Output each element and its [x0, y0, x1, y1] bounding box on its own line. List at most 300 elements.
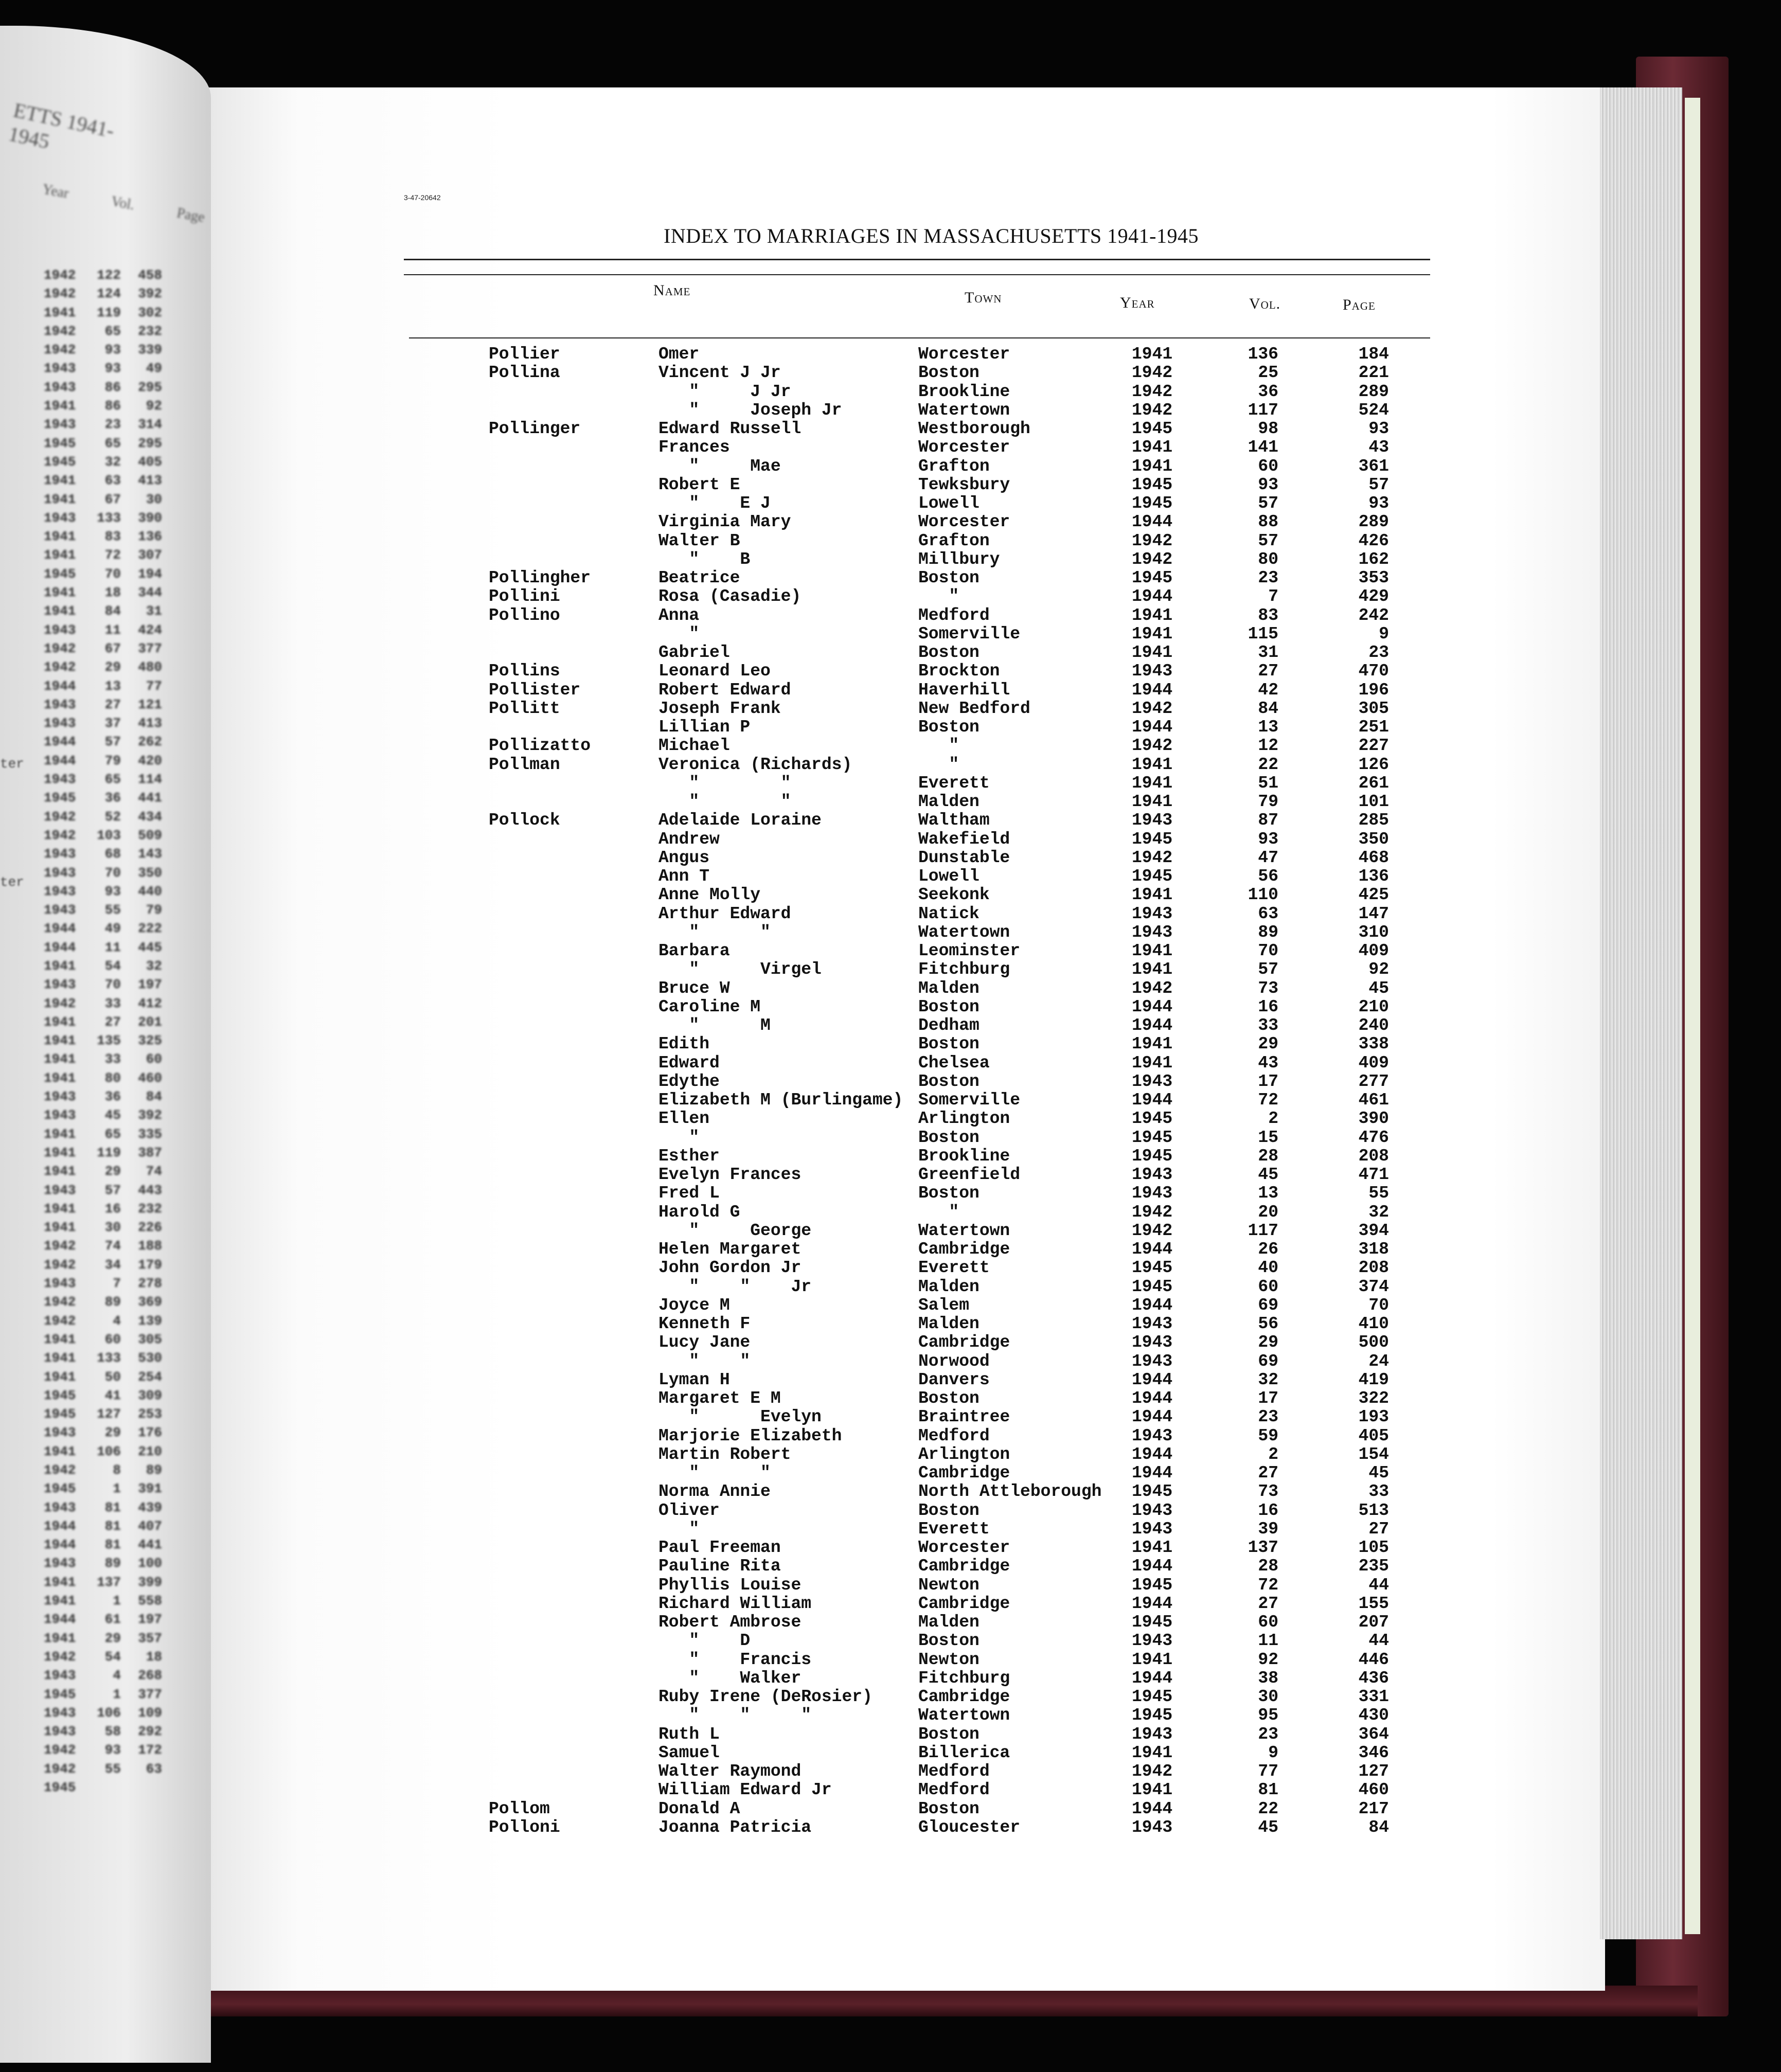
left-row-vol: 37: [104, 716, 121, 731]
entry-page: 45: [1368, 1463, 1389, 1482]
left-row-page: 509: [138, 827, 162, 843]
index-entry: [0, 811, 1543, 829]
entry-surname: Pollman: [489, 755, 560, 774]
left-row-page: 176: [138, 1425, 162, 1441]
entry-year: 1942: [1132, 1202, 1173, 1222]
entry-volume: 39: [1258, 1519, 1278, 1539]
index-entry: [0, 624, 1543, 643]
entry-town: Boston: [918, 1724, 979, 1744]
entry-page: 390: [1358, 1109, 1389, 1129]
entry-given-name: ": [658, 1519, 700, 1539]
entry-page: 513: [1358, 1501, 1389, 1520]
entry-page: 240: [1358, 1016, 1389, 1035]
index-entry: [0, 1091, 1543, 1109]
entry-volume: 36: [1258, 382, 1278, 401]
entry-town: ": [918, 755, 959, 774]
left-row-page: 63: [146, 1761, 162, 1777]
entry-volume: 136: [1248, 345, 1278, 364]
left-row-year: 1941: [44, 585, 76, 601]
index-entry: [0, 1557, 1543, 1575]
entry-year: 1942: [1132, 549, 1173, 569]
entry-given-name: Michael: [658, 736, 730, 756]
left-row-vol: 137: [97, 1574, 121, 1590]
entry-given-name: Fred L: [658, 1184, 720, 1203]
entry-given-name: Pauline Rita: [658, 1557, 781, 1576]
entry-page: 55: [1368, 1184, 1389, 1203]
left-row-page: 369: [138, 1294, 162, 1310]
left-row-page: 445: [138, 939, 162, 955]
entry-page: 405: [1358, 1426, 1389, 1445]
left-row-page: 84: [146, 1089, 162, 1105]
entry-town: Arlington: [918, 1109, 1010, 1129]
entry-year: 1945: [1132, 475, 1173, 494]
entry-volume: 31: [1258, 643, 1278, 662]
index-entry: [0, 1743, 1543, 1762]
entry-town: Greenfield: [918, 1165, 1021, 1184]
left-row-page: 377: [138, 1686, 162, 1702]
entry-year: 1941: [1132, 1053, 1173, 1073]
entry-page: 208: [1358, 1258, 1389, 1278]
index-entry: [0, 435, 1543, 457]
entry-town: Medford: [918, 605, 990, 625]
entry-given-name: " George: [658, 1221, 812, 1240]
left-row-page: 412: [138, 995, 162, 1011]
entry-surname: Pollina: [489, 363, 560, 383]
entry-volume: 23: [1258, 568, 1278, 587]
entry-volume: 29: [1258, 1333, 1278, 1352]
entry-town: Tewksbury: [918, 475, 1010, 494]
index-entry: [0, 960, 1543, 978]
entry-volume: 47: [1258, 848, 1278, 867]
entry-town: Worcester: [918, 512, 1010, 532]
left-row-page: 254: [138, 1369, 162, 1385]
column-header-town: Town: [965, 289, 1002, 306]
left-row-page: 420: [138, 753, 162, 769]
left-row-year: 1943: [44, 379, 76, 395]
left-row-vol: 122: [97, 267, 121, 283]
entry-given-name: Andrew: [658, 829, 720, 849]
index-entry: [0, 1407, 1543, 1426]
left-row-vol: 93: [104, 342, 121, 358]
index-entry: [0, 1277, 1543, 1296]
left-row-page: 222: [138, 921, 162, 937]
left-row-vol: 4: [113, 1313, 121, 1329]
entry-volume: 57: [1258, 494, 1278, 513]
entry-year: 1941: [1132, 773, 1173, 793]
entry-page: 242: [1358, 605, 1389, 625]
entry-page: 346: [1358, 1743, 1389, 1762]
left-row-page: 441: [138, 1537, 162, 1553]
entry-volume: 60: [1258, 1277, 1278, 1296]
entry-given-name: Vincent J Jr: [658, 363, 781, 383]
left-row-year: 1945: [44, 566, 76, 582]
entry-year: 1945: [1132, 1277, 1173, 1296]
left-row-year: 1942: [44, 1238, 76, 1254]
entry-year: 1945: [1132, 494, 1173, 513]
left-row-vol: 33: [104, 1051, 121, 1067]
left-row-year: 1942: [44, 342, 76, 358]
entry-page: 305: [1358, 699, 1389, 718]
left-row-vol: 57: [104, 734, 121, 750]
entry-volume: 25: [1258, 363, 1278, 383]
entry-page: 429: [1358, 587, 1389, 606]
entry-volume: 7: [1268, 587, 1278, 606]
entry-given-name: " D: [658, 1631, 751, 1651]
entry-year: 1943: [1132, 1724, 1173, 1744]
left-row-year: 1942: [44, 1257, 76, 1273]
left-row-year: 1942: [44, 1761, 76, 1777]
entry-town: Waltham: [918, 811, 990, 830]
index-entry: [0, 1072, 1543, 1091]
left-row-year: 1945: [44, 435, 76, 451]
entry-given-name: Joyce M: [658, 1295, 730, 1315]
entry-volume: 16: [1258, 1501, 1278, 1520]
left-row-page: 441: [138, 790, 162, 806]
left-row-page: 60: [146, 1051, 162, 1067]
entry-given-name: Oliver: [658, 1501, 720, 1520]
index-entry: [0, 1426, 1543, 1445]
left-row-year: 1942: [44, 1742, 76, 1758]
entry-year: 1943: [1132, 1071, 1173, 1091]
left-row-vol: 36: [104, 790, 121, 806]
index-entry: [0, 923, 1543, 941]
left-row-vol: 70: [104, 865, 121, 881]
entry-town: Malden: [918, 978, 979, 998]
entry-year: 1945: [1132, 1128, 1173, 1147]
left-row-year: 1944: [44, 1537, 76, 1553]
left-row-year: 1943: [44, 772, 76, 788]
entry-page: 277: [1358, 1071, 1389, 1091]
page-edge-light: [1685, 98, 1700, 1934]
entry-given-name: " ": [658, 922, 771, 942]
index-entry: [0, 1799, 1543, 1818]
entry-town: Malden: [918, 1613, 979, 1632]
left-row-page: 344: [138, 585, 162, 601]
entry-volume: 110: [1248, 885, 1278, 905]
entry-surname: Pollock: [489, 811, 560, 830]
entry-page: 409: [1358, 1053, 1389, 1073]
index-entry: [0, 1501, 1543, 1520]
left-row-year: 1945: [44, 454, 76, 470]
entry-year: 1943: [1132, 662, 1173, 681]
left-row-vol: 93: [104, 361, 121, 377]
left-row-vol: 68: [104, 846, 121, 862]
left-row-vol: 50: [104, 1369, 121, 1385]
index-entry: [0, 997, 1543, 1016]
left-row-year: 1942: [44, 286, 76, 302]
left-row-year: 1941: [44, 1369, 76, 1385]
entry-page: 184: [1358, 345, 1389, 364]
entry-year: 1944: [1132, 1295, 1173, 1315]
entry-year: 1941: [1132, 885, 1173, 905]
entry-year: 1943: [1132, 1817, 1173, 1837]
left-row-vol: 72: [104, 547, 121, 563]
entry-volume: 23: [1258, 1724, 1278, 1744]
left-row-year: 1943: [44, 1182, 76, 1198]
entry-year: 1941: [1132, 605, 1173, 625]
left-row-year: 1941: [44, 1574, 76, 1590]
entry-given-name: Lucy Jane: [658, 1333, 751, 1352]
entry-town: Boston: [918, 1071, 979, 1091]
left-row-vol: 34: [104, 1257, 121, 1273]
column-header-year: Year: [1120, 294, 1155, 311]
entry-given-name: Esther: [658, 1146, 720, 1166]
left-row-year: 1944: [44, 1518, 76, 1534]
left-row-year: 1941: [44, 305, 76, 320]
entry-town: Fitchburg: [918, 960, 1010, 979]
index-entry: [0, 1184, 1543, 1202]
entry-town: Watertown: [918, 400, 1010, 420]
left-row-page: 413: [138, 473, 162, 489]
left-row-vol: 27: [104, 696, 121, 712]
entry-volume: 13: [1258, 718, 1278, 737]
left-row-page: 179: [138, 1257, 162, 1273]
entry-volume: 9: [1268, 1743, 1278, 1762]
left-row-year: 1943: [44, 1089, 76, 1105]
entry-page: 476: [1358, 1128, 1389, 1147]
index-entry: [0, 941, 1543, 960]
left-row-page: 434: [138, 809, 162, 825]
left-row-vol: 65: [104, 323, 121, 339]
left-row-vol: 23: [104, 417, 121, 433]
entry-year: 1945: [1132, 1258, 1173, 1278]
left-row-page: 77: [146, 678, 162, 694]
left-row-year: 1943: [44, 510, 76, 526]
entry-page: 207: [1358, 1613, 1389, 1632]
entry-year: 1944: [1132, 997, 1173, 1016]
entry-given-name: Bruce W: [658, 978, 730, 998]
left-row-vol: 103: [97, 827, 121, 843]
entry-surname: Pollins: [489, 662, 560, 681]
entry-page: 45: [1368, 978, 1389, 998]
left-row-year: 1941: [44, 1220, 76, 1236]
entry-given-name: Omer: [658, 345, 700, 364]
entry-town: Boston: [918, 718, 979, 737]
left-row-vol: 133: [97, 1350, 121, 1366]
entry-town: Worcester: [918, 345, 1010, 364]
entry-given-name: Paul Freeman: [658, 1538, 781, 1557]
left-row-year: 1943: [44, 1425, 76, 1441]
left-row-year: 1943: [44, 696, 76, 712]
left-row-vol: 119: [97, 305, 121, 320]
left-row-year: 1941: [44, 1593, 76, 1609]
entry-volume: 16: [1258, 997, 1278, 1016]
left-row-page: 391: [138, 1481, 162, 1497]
left-row-vol: 106: [97, 1443, 121, 1459]
entry-given-name: Barbara: [658, 941, 730, 960]
left-row-page: 458: [138, 267, 162, 283]
left-row-page: 100: [138, 1556, 162, 1571]
index-entry: [0, 827, 1543, 849]
left-row-page: 172: [138, 1742, 162, 1758]
entry-volume: 45: [1258, 1165, 1278, 1184]
left-row-year: 1943: [44, 846, 76, 862]
entry-town: Dunstable: [918, 848, 1010, 867]
left-row-vol: 27: [104, 1014, 121, 1030]
left-row-vol: 65: [104, 772, 121, 788]
entry-year: 1943: [1132, 1631, 1173, 1651]
entry-town: Boston: [918, 643, 979, 662]
left-row-year: 1941: [44, 1201, 76, 1217]
entry-given-name: Gabriel: [658, 643, 730, 662]
index-entry: [0, 587, 1543, 605]
index-entry: [0, 1165, 1543, 1184]
entry-volume: 63: [1258, 904, 1278, 923]
left-row-vol: 61: [104, 1612, 121, 1628]
entry-town: Watertown: [918, 1706, 1010, 1725]
left-row-vol: 67: [104, 491, 121, 507]
entry-volume: 26: [1258, 1240, 1278, 1259]
entry-given-name: Edith: [658, 1034, 710, 1054]
entry-given-name: ": [658, 1128, 700, 1147]
entry-year: 1941: [1132, 438, 1173, 457]
entry-year: 1941: [1132, 643, 1173, 662]
entry-given-name: Marjorie Elizabeth: [658, 1426, 842, 1445]
entry-page: 350: [1358, 829, 1389, 849]
entry-year: 1944: [1132, 1668, 1173, 1688]
left-row-year: 1941: [44, 529, 76, 545]
entry-volume: 92: [1258, 1650, 1278, 1669]
entry-given-name: Donald A: [658, 1799, 740, 1818]
left-row-page: 307: [138, 547, 162, 563]
left-col-year: Year: [41, 181, 70, 202]
entry-year: 1944: [1132, 1370, 1173, 1389]
entry-year: 1944: [1132, 1594, 1173, 1613]
index-entry: [0, 1333, 1543, 1351]
entry-page: 43: [1368, 438, 1389, 457]
left-row-page: 89: [146, 1462, 162, 1478]
entry-town: Lowell: [918, 867, 979, 886]
left-row-vol: 60: [104, 1331, 121, 1347]
left-row-page: 335: [138, 1126, 162, 1142]
left-row-page: 197: [138, 977, 162, 993]
left-row-year: 1943: [44, 1556, 76, 1571]
entry-town: ": [918, 587, 959, 606]
left-row-year: 1944: [44, 734, 76, 750]
entry-page: 364: [1358, 1724, 1389, 1744]
entry-given-name: Walter B: [658, 531, 740, 550]
left-row-vol: 54: [104, 1649, 121, 1665]
entry-volume: 59: [1258, 1426, 1278, 1445]
entry-page: 227: [1358, 736, 1389, 756]
index-entry: [0, 606, 1543, 624]
entry-town: Boston: [918, 1184, 979, 1203]
entry-page: 394: [1358, 1221, 1389, 1240]
left-row-page: 30: [146, 491, 162, 507]
entry-year: 1941: [1132, 1650, 1173, 1669]
left-row-page: 305: [138, 1331, 162, 1347]
entry-town: Newton: [918, 1650, 979, 1669]
entry-town: Boston: [918, 1389, 979, 1408]
left-row-vol: 52: [104, 809, 121, 825]
entry-page: 9: [1379, 624, 1389, 644]
entry-page: 24: [1368, 1351, 1389, 1371]
index-entry: [0, 1128, 1543, 1147]
left-row-vol: 93: [104, 883, 121, 899]
entry-page: 426: [1358, 531, 1389, 550]
entry-town: Watertown: [918, 922, 1010, 942]
entry-given-name: " Francis: [658, 1650, 812, 1669]
left-row-vol: 29: [104, 1425, 121, 1441]
entry-page: 208: [1358, 1146, 1389, 1166]
entry-year: 1944: [1132, 1016, 1173, 1035]
entry-given-name: " ": [658, 792, 791, 811]
entry-volume: 22: [1258, 1799, 1278, 1818]
entry-page: 70: [1368, 1295, 1389, 1315]
entry-town: Worcester: [918, 438, 1010, 457]
left-row-year: 1945: [44, 1481, 76, 1497]
entry-given-name: Veronica (Richards): [658, 755, 852, 774]
entry-year: 1942: [1132, 699, 1173, 718]
entry-page: 92: [1368, 960, 1389, 979]
left-row-year: 1944: [44, 1612, 76, 1628]
index-entry: [0, 1221, 1543, 1240]
entry-town: Cambridge: [918, 1687, 1010, 1706]
entry-page: 136: [1358, 867, 1389, 886]
entry-volume: 69: [1258, 1351, 1278, 1371]
left-row-vol: 89: [104, 1294, 121, 1310]
entry-year: 1945: [1132, 1109, 1173, 1129]
left-row-page: 210: [138, 1443, 162, 1459]
left-row-page: 143: [138, 846, 162, 862]
entry-year: 1941: [1132, 792, 1173, 811]
entry-page: 471: [1358, 1165, 1389, 1184]
entry-year: 1945: [1132, 1575, 1173, 1595]
left-row-year: 1944: [44, 939, 76, 955]
entry-given-name: " ": [658, 1351, 751, 1371]
left-row-page: 480: [138, 659, 162, 675]
entry-given-name: Arthur Edward: [658, 904, 791, 923]
left-row-page: 253: [138, 1406, 162, 1422]
entry-year: 1944: [1132, 1240, 1173, 1259]
entry-given-name: Kenneth F: [658, 1314, 751, 1333]
left-row-vol: 29: [104, 1630, 121, 1646]
entry-year: 1942: [1132, 736, 1173, 756]
left-row-year: 1941: [44, 1014, 76, 1030]
entry-town: Lowell: [918, 494, 979, 513]
column-header-name: Name: [653, 282, 691, 299]
entry-town: Everett: [918, 773, 990, 793]
left-row-page: 392: [138, 286, 162, 302]
header-rule: [409, 337, 1430, 338]
left-row-year: 1941: [44, 491, 76, 507]
entry-volume: 17: [1258, 1071, 1278, 1091]
index-entry: [0, 979, 1543, 997]
entry-given-name: " " Jr: [658, 1277, 812, 1296]
left-row-vol: 30: [104, 1220, 121, 1236]
entry-year: 1942: [1132, 1221, 1173, 1240]
entry-page: 310: [1358, 922, 1389, 942]
entry-volume: 72: [1258, 1575, 1278, 1595]
entry-page: 436: [1358, 1668, 1389, 1688]
left-row-vol: 133: [97, 510, 121, 526]
entry-volume: 2: [1268, 1109, 1278, 1129]
entry-volume: 98: [1258, 419, 1278, 438]
entry-town: Boston: [918, 363, 979, 383]
entry-year: 1943: [1132, 1184, 1173, 1203]
entry-year: 1944: [1132, 1091, 1173, 1110]
left-row-vol: 11: [104, 622, 121, 638]
index-entry: [0, 379, 1543, 401]
entry-year: 1943: [1132, 1351, 1173, 1371]
entry-year: 1943: [1132, 1426, 1173, 1445]
left-row-vol: 81: [104, 1499, 121, 1515]
index-entry: [0, 1520, 1543, 1538]
entry-year: 1945: [1132, 1146, 1173, 1166]
entry-given-name: William Edward Jr: [658, 1780, 832, 1800]
entry-town: Somerville: [918, 624, 1021, 644]
left-row-vol: 124: [97, 286, 121, 302]
